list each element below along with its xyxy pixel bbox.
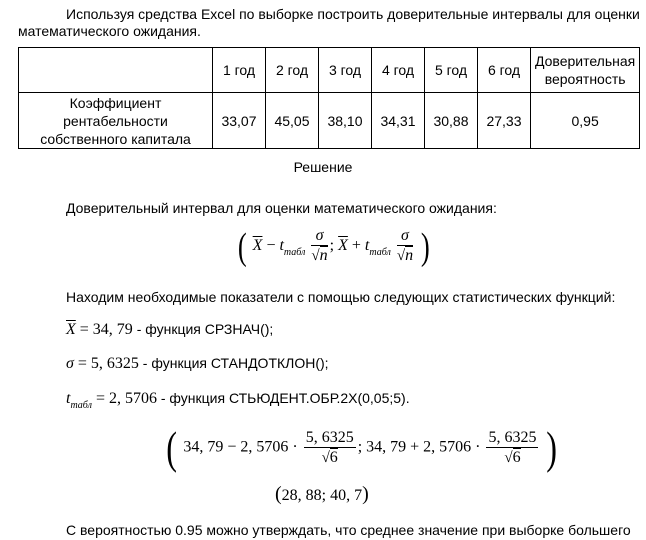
table-cell: 0,95	[531, 93, 640, 149]
table-cell: 34,31	[372, 93, 425, 149]
right-paren: )	[546, 422, 558, 473]
frac-num: 5, 6325	[305, 428, 354, 446]
xbar-symbol: $\overline{X}$	[66, 321, 76, 338]
table-header-cell: 3 год	[319, 48, 372, 93]
data-table	[18, 47, 640, 149]
stat-value: = 5, 6325	[73, 355, 139, 372]
plus-sign: +	[351, 237, 361, 255]
stat-mean	[66, 320, 273, 339]
t-subscript: табл	[369, 247, 391, 259]
table-cell: 27,33	[478, 93, 531, 149]
table-row-label: Коэффициент рентабельности собственного капитала	[19, 93, 213, 149]
right-paren: )	[420, 225, 430, 268]
result-value: 28, 88; 40, 7	[281, 487, 363, 504]
calc-mid: ; 34, 79 + 2, 5706 ·	[357, 438, 481, 456]
interval-formula	[236, 227, 432, 273]
t-symbol: t	[279, 237, 284, 255]
stat-value: = 34, 79	[75, 321, 133, 338]
task-line-1: Используя средства Excel по выборке построить доверительные интервалы для оценки	[66, 6, 640, 22]
calc-formula	[164, 422, 560, 475]
stat-sigma	[66, 354, 329, 373]
conclusion: С вероятностью 0.95 можно утверждать, что среднее значение при выборке большего	[66, 522, 631, 538]
stat-desc: - функция СТЬЮДЕНТ.ОБР.2Х(0,05;5).	[156, 390, 410, 406]
t-subscript: табл	[70, 400, 92, 411]
left-paren: (	[237, 225, 247, 268]
table-cell: 45,05	[266, 93, 319, 149]
table-cell: 33,07	[213, 93, 266, 149]
table-cell: 30,88	[425, 93, 478, 149]
task-line-2: математического ожидания.	[18, 23, 201, 39]
frac-den: 6	[512, 448, 521, 466]
fraction: $\frac{5, 6325}{√6}$	[305, 428, 354, 466]
sigma-over-root-n: $\frac{\sigma}{√n}$	[311, 227, 328, 264]
left-paren: (	[166, 422, 178, 473]
frac-den: 6	[329, 448, 338, 466]
table-cell: 38,10	[319, 93, 372, 149]
frac-den: n	[319, 247, 328, 264]
t-symbol: t	[364, 237, 370, 255]
t-subscript: табл	[283, 247, 306, 259]
stat-desc: - функция СТАНДОТКЛОН();	[138, 355, 329, 371]
table-header-cell: 1 год	[213, 48, 266, 93]
stat-desc: - функция СРЗНАЧ();	[132, 321, 274, 337]
table-header-cell	[19, 48, 213, 93]
xbar-symbol: $\overline{X}$	[252, 237, 263, 255]
right-paren: )	[362, 483, 369, 505]
separator: ;	[329, 237, 339, 255]
stat-t	[66, 389, 410, 410]
interval-intro: Доверительный интервал для оценки математического ожидания:	[66, 200, 497, 216]
table-header-cell: Доверительная вероятность	[531, 48, 640, 93]
xbar-symbol: $\overline{X}$	[338, 237, 348, 255]
frac-num: σ	[311, 227, 327, 246]
frac-num: 5, 6325	[488, 428, 537, 446]
left-paren: (	[275, 483, 282, 505]
result-interval	[275, 481, 369, 509]
sigma-symbol: σ	[66, 355, 74, 372]
table-header-cell: 4 год	[372, 48, 425, 93]
t-symbol: t	[66, 390, 71, 407]
table-header-cell: 5 год	[425, 48, 478, 93]
frac-den: n	[405, 247, 414, 264]
table-header-cell: 2 год	[266, 48, 319, 93]
stat-value: = 2, 5706	[91, 390, 157, 407]
table-row	[19, 93, 640, 149]
frac-num: σ	[397, 227, 413, 246]
sigma-over-root-n: $\frac{\sigma}{√n}$	[396, 227, 414, 264]
fraction: $\frac{5, 6325}{√6}$	[488, 428, 537, 466]
table-header-cell: 6 год	[478, 48, 531, 93]
solution-title: Решение	[293, 159, 353, 175]
table-header-row	[19, 48, 640, 93]
calc-left: 34, 79 − 2, 5706 ·	[183, 438, 298, 456]
minus-sign: −	[266, 237, 276, 255]
functions-intro: Находим необходимые показатели с помощью следующих статистических функций:	[66, 289, 616, 305]
